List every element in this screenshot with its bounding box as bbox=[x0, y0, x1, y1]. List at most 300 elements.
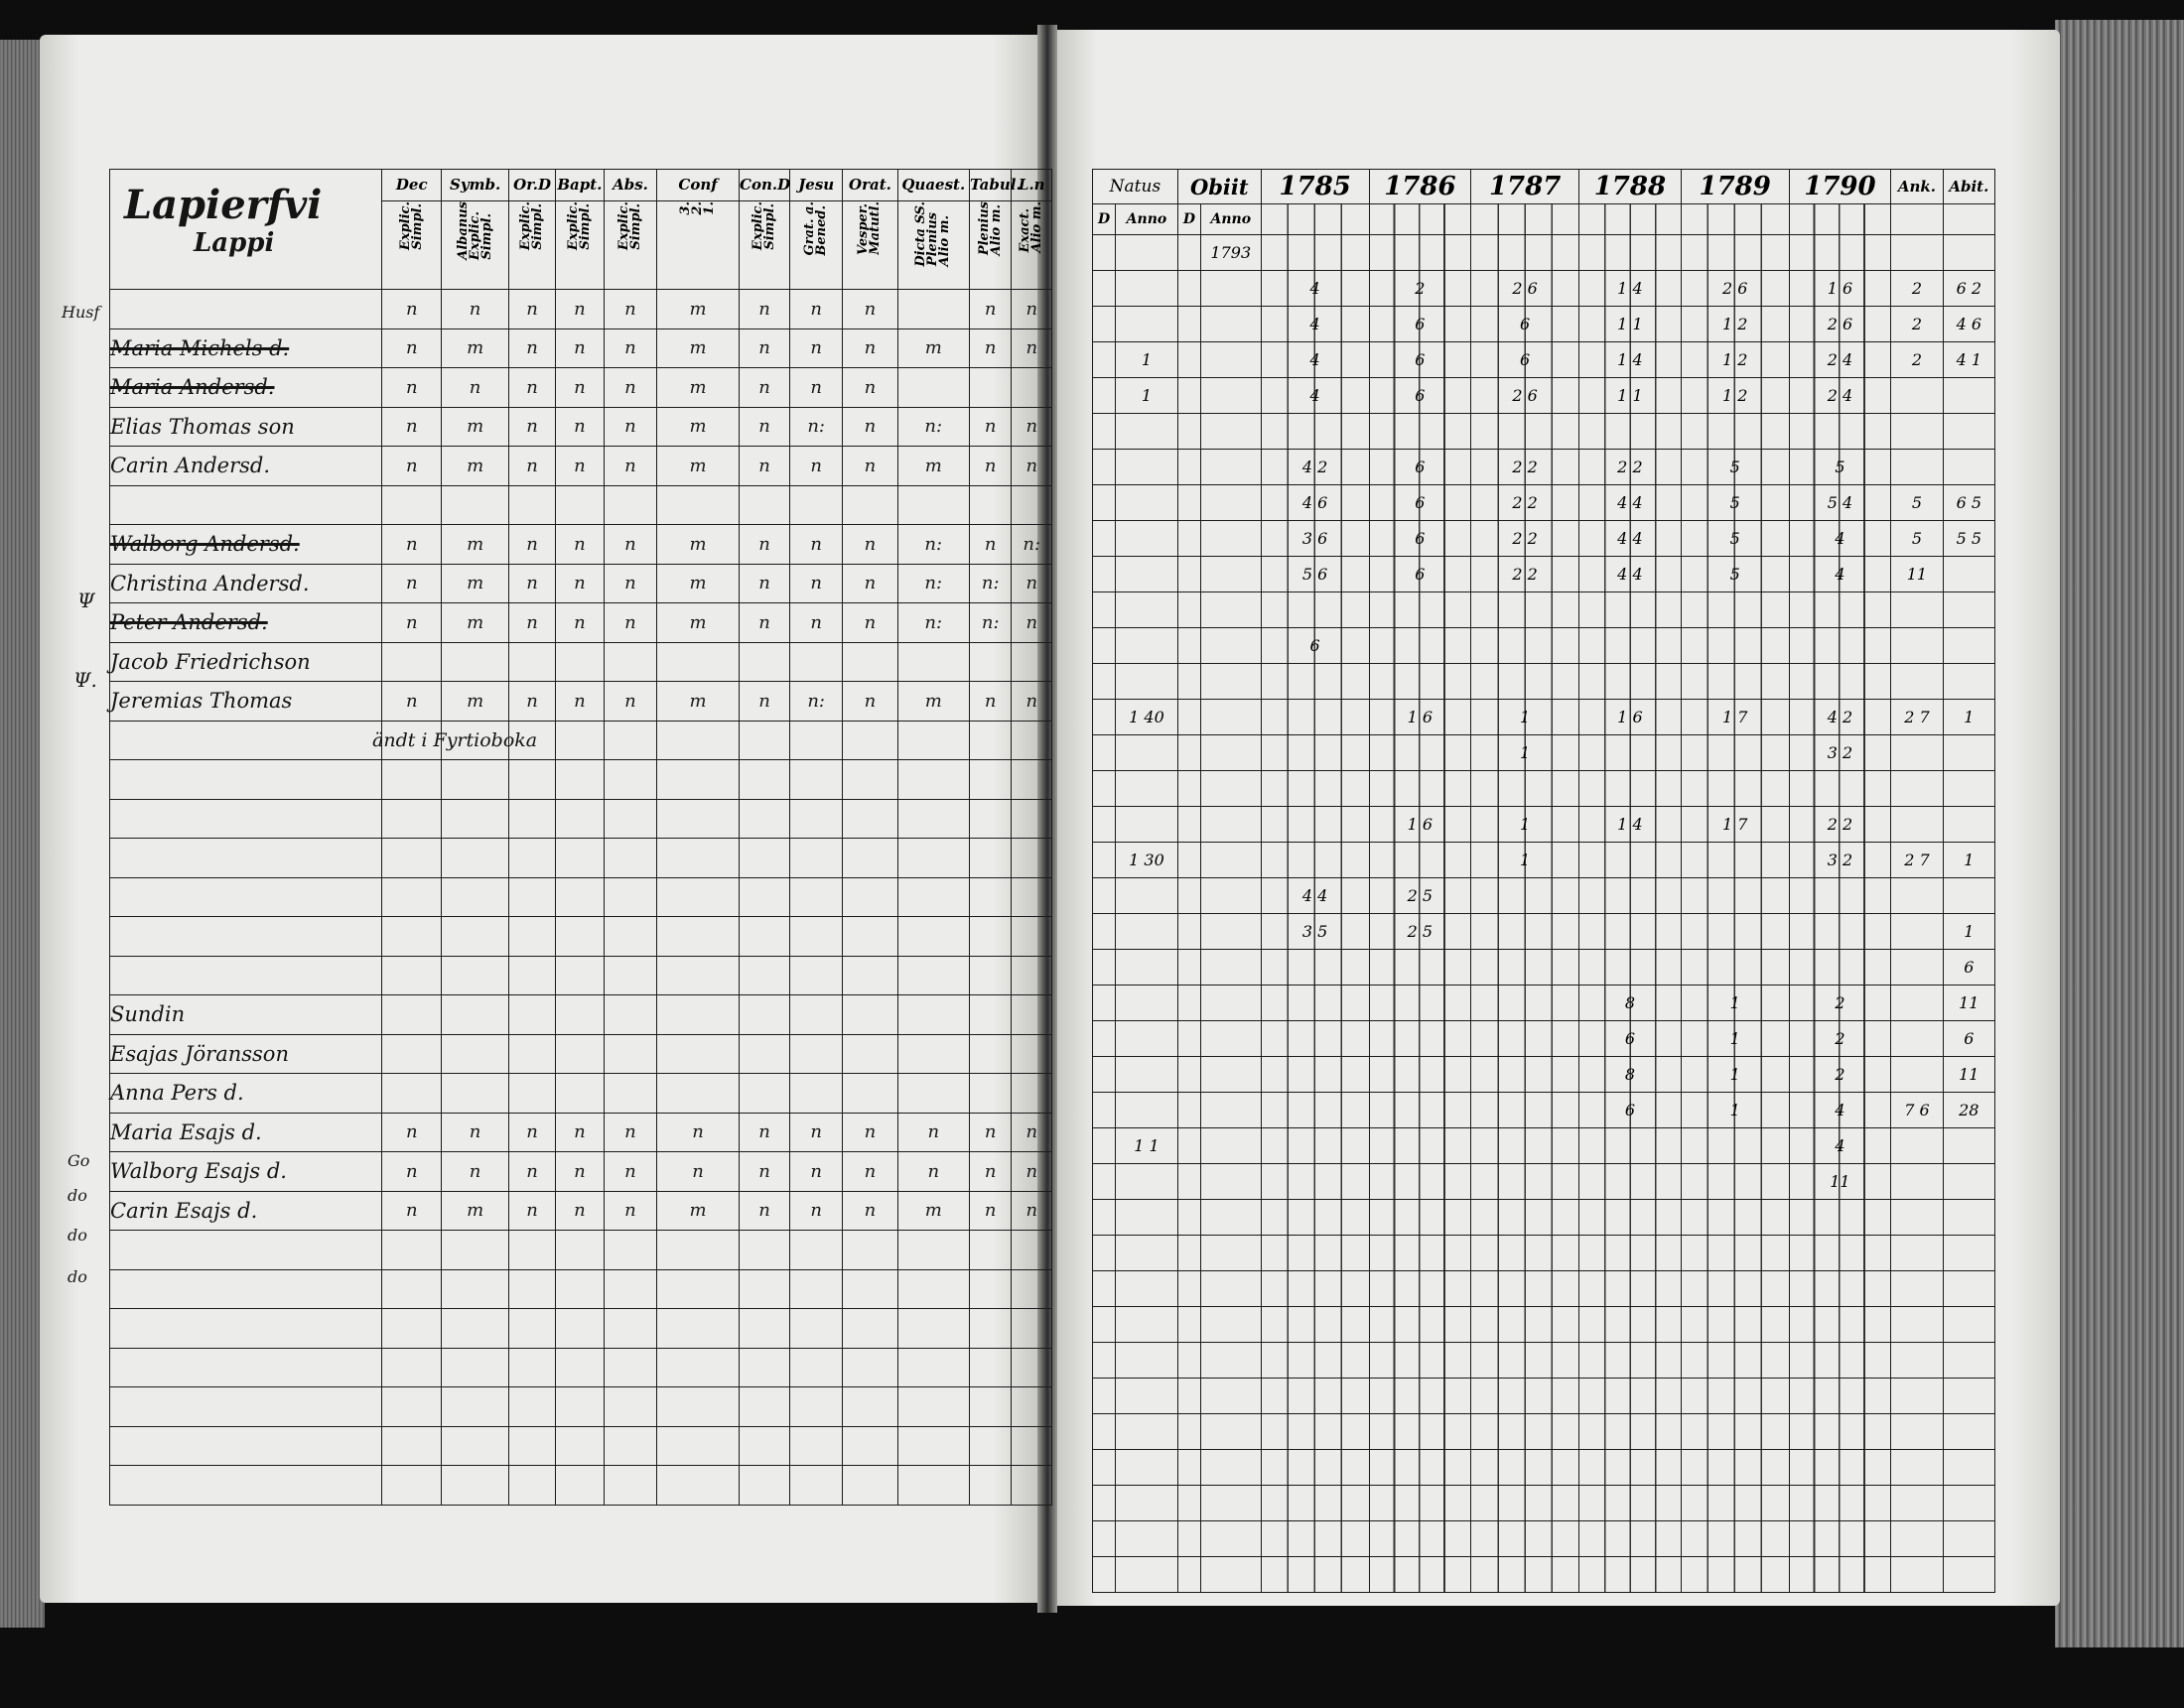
year-mark bbox=[1369, 235, 1471, 271]
year-mark bbox=[1471, 1021, 1579, 1057]
knowledge-mark: n bbox=[442, 290, 509, 329]
register-row bbox=[1093, 342, 1995, 378]
natus-anno bbox=[1116, 1021, 1178, 1057]
column-subheader-label: Bened. bbox=[814, 204, 830, 256]
year-mark: 6 bbox=[1369, 378, 1471, 414]
year-mark bbox=[1369, 1021, 1471, 1057]
column-header: L.n bbox=[1012, 170, 1052, 201]
column-subheader-label: 1. bbox=[702, 200, 718, 215]
natus-day bbox=[1093, 807, 1116, 843]
year-mark bbox=[1681, 1307, 1789, 1343]
knowledge-mark: n: bbox=[1012, 525, 1052, 565]
knowledge-mark bbox=[969, 956, 1012, 995]
ank-mark bbox=[1891, 1486, 1943, 1521]
column-subheader-label: Plenius bbox=[925, 212, 941, 267]
year-mark bbox=[1471, 1450, 1579, 1486]
ank-mark bbox=[1891, 1450, 1943, 1486]
knowledge-mark bbox=[969, 721, 1012, 760]
knowledge-mark bbox=[382, 1348, 442, 1387]
page-title: Lapierfvi bbox=[124, 182, 323, 228]
knowledge-mark bbox=[969, 368, 1012, 408]
knowledge-mark bbox=[790, 1034, 843, 1074]
year-mark: 2 6 bbox=[1789, 307, 1891, 342]
knowledge-mark: m bbox=[897, 447, 969, 486]
year-mark bbox=[1261, 1307, 1369, 1343]
year-mark: 4 bbox=[1261, 378, 1369, 414]
year-mark: 1 bbox=[1681, 1057, 1789, 1093]
knowledge-mark: n bbox=[382, 603, 442, 643]
year-mark bbox=[1471, 1271, 1579, 1307]
year-mark bbox=[1579, 878, 1682, 914]
natus-anno bbox=[1116, 271, 1178, 307]
abit-mark bbox=[1943, 414, 1994, 450]
abit-mark bbox=[1943, 1379, 1994, 1414]
obiit-anno bbox=[1200, 307, 1261, 342]
ank-mark: 2 7 bbox=[1891, 700, 1943, 735]
year-mark bbox=[1579, 592, 1682, 628]
year-mark: 3 2 bbox=[1789, 735, 1891, 771]
knowledge-mark bbox=[740, 995, 790, 1035]
knowledge-mark: n bbox=[555, 368, 604, 408]
knowledge-mark bbox=[790, 1387, 843, 1427]
year-mark: 2 2 bbox=[1471, 450, 1579, 485]
year-mark bbox=[1369, 1236, 1471, 1271]
knowledge-mark: n bbox=[509, 328, 556, 368]
natus-anno: 1 bbox=[1116, 378, 1178, 414]
knowledge-mark bbox=[382, 760, 442, 800]
abit-mark: 1 bbox=[1943, 914, 1994, 950]
year-mark: 4 bbox=[1261, 271, 1369, 307]
knowledge-mark bbox=[509, 839, 556, 878]
person-name bbox=[110, 1269, 382, 1309]
knowledge-mark bbox=[442, 1269, 509, 1309]
obiit-anno bbox=[1200, 1271, 1261, 1307]
year-mark bbox=[1789, 235, 1891, 271]
margin-note-go: Go bbox=[68, 1151, 90, 1170]
knowledge-mark bbox=[740, 721, 790, 760]
knowledge-mark: n bbox=[604, 290, 656, 329]
year-mark: 5 bbox=[1681, 521, 1789, 557]
knowledge-mark: m bbox=[897, 328, 969, 368]
year-mark: 4 4 bbox=[1579, 521, 1682, 557]
natus-anno bbox=[1116, 235, 1178, 271]
natus-day bbox=[1093, 592, 1116, 628]
column-subheader bbox=[382, 200, 442, 289]
year-mark bbox=[1369, 1521, 1471, 1557]
knowledge-mark bbox=[897, 721, 969, 760]
knowledge-mark: n bbox=[442, 1113, 509, 1152]
year-mark: 4 bbox=[1789, 557, 1891, 592]
ank-mark bbox=[1891, 1307, 1943, 1343]
year-mark: 3 5 bbox=[1261, 914, 1369, 950]
year-mark bbox=[1261, 235, 1369, 271]
register-row bbox=[110, 721, 1052, 760]
year-mark: 6 bbox=[1579, 1021, 1682, 1057]
knowledge-mark bbox=[843, 1426, 897, 1466]
year-mark bbox=[1681, 235, 1789, 271]
year-mark bbox=[1369, 1379, 1471, 1414]
knowledge-mark: n bbox=[790, 1191, 843, 1231]
ank-mark bbox=[1891, 1414, 1943, 1450]
natus-anno bbox=[1116, 1343, 1178, 1379]
year-mark bbox=[1261, 414, 1369, 450]
knowledge-mark bbox=[790, 1309, 843, 1349]
obiit-day bbox=[1177, 843, 1200, 878]
natus-day bbox=[1093, 271, 1116, 307]
obiit-day bbox=[1177, 1521, 1200, 1557]
knowledge-mark: n bbox=[843, 328, 897, 368]
person-name bbox=[110, 1231, 382, 1270]
year-mark bbox=[1681, 1521, 1789, 1557]
knowledge-mark: n bbox=[604, 682, 656, 722]
register-row bbox=[110, 917, 1052, 957]
knowledge-mark bbox=[740, 1074, 790, 1114]
natus-day bbox=[1093, 1021, 1116, 1057]
year-mark bbox=[1789, 1557, 1891, 1593]
knowledge-mark: n bbox=[740, 447, 790, 486]
natus-anno bbox=[1116, 878, 1178, 914]
year-mark bbox=[1681, 843, 1789, 878]
obiit-anno bbox=[1200, 735, 1261, 771]
column-subheader-label: 3. bbox=[678, 200, 694, 215]
person-name: Jacob Friedrichson bbox=[110, 642, 382, 682]
year-mark bbox=[1261, 1450, 1369, 1486]
knowledge-mark bbox=[897, 1231, 969, 1270]
knowledge-mark bbox=[897, 1074, 969, 1114]
knowledge-mark bbox=[843, 1387, 897, 1427]
knowledge-mark bbox=[657, 1309, 740, 1349]
year-mark bbox=[1789, 950, 1891, 985]
column-header: Tabul. bbox=[969, 170, 1012, 201]
knowledge-mark bbox=[604, 721, 656, 760]
column-subheader bbox=[969, 200, 1012, 289]
obiit-day bbox=[1177, 1021, 1200, 1057]
knowledge-mark bbox=[1012, 1426, 1052, 1466]
knowledge-mark: n bbox=[843, 368, 897, 408]
abit-mark bbox=[1943, 1236, 1994, 1271]
person-name: Walborg Andersd. bbox=[110, 525, 382, 565]
year-subcols bbox=[1681, 204, 1789, 235]
column-subheader-label: Simpl. bbox=[627, 203, 643, 250]
knowledge-mark bbox=[555, 1269, 604, 1309]
knowledge-mark bbox=[382, 1387, 442, 1427]
year-mark bbox=[1471, 1557, 1579, 1593]
knowledge-mark bbox=[382, 799, 442, 839]
knowledge-mark: n: bbox=[897, 525, 969, 565]
natus-anno bbox=[1116, 950, 1178, 985]
knowledge-mark bbox=[382, 1426, 442, 1466]
person-name: Maria Esajs d. bbox=[110, 1113, 382, 1152]
knowledge-mark bbox=[1012, 1348, 1052, 1387]
knowledge-mark bbox=[442, 1466, 509, 1506]
register-row bbox=[1093, 235, 1995, 271]
knowledge-mark bbox=[442, 1231, 509, 1270]
knowledge-mark bbox=[657, 1387, 740, 1427]
knowledge-mark bbox=[442, 485, 509, 525]
abit-header: Abit. bbox=[1943, 170, 1994, 204]
knowledge-mark bbox=[555, 760, 604, 800]
knowledge-mark bbox=[1012, 839, 1052, 878]
knowledge-mark bbox=[604, 839, 656, 878]
column-subheader-label: Albanus bbox=[455, 200, 471, 260]
ank-mark bbox=[1891, 1343, 1943, 1379]
year-mark: 2 2 bbox=[1471, 485, 1579, 521]
natus-anno bbox=[1116, 592, 1178, 628]
knowledge-mark bbox=[897, 1348, 969, 1387]
year-mark bbox=[1369, 1414, 1471, 1450]
knowledge-mark bbox=[1012, 1466, 1052, 1506]
obiit-anno bbox=[1200, 950, 1261, 985]
year-mark bbox=[1681, 1164, 1789, 1200]
year-mark bbox=[1369, 664, 1471, 700]
column-header: Conf bbox=[657, 170, 740, 201]
register-row bbox=[110, 1269, 1052, 1309]
natus-d-header: D bbox=[1093, 204, 1116, 235]
register-row bbox=[1093, 1521, 1995, 1557]
year-mark bbox=[1369, 592, 1471, 628]
knowledge-mark bbox=[509, 485, 556, 525]
ank-mark bbox=[1891, 414, 1943, 450]
knowledge-mark bbox=[442, 1426, 509, 1466]
knowledge-mark bbox=[1012, 368, 1052, 408]
year-mark: 1 4 bbox=[1579, 807, 1682, 843]
obiit-anno bbox=[1200, 985, 1261, 1021]
year-mark: 8 bbox=[1579, 1057, 1682, 1093]
ank-mark bbox=[1891, 628, 1943, 664]
year-mark bbox=[1579, 1343, 1682, 1379]
year-mark bbox=[1579, 1521, 1682, 1557]
knowledge-mark: m bbox=[442, 603, 509, 643]
knowledge-mark: n bbox=[382, 1152, 442, 1192]
knowledge-mark bbox=[657, 877, 740, 917]
year-mark: 1 6 bbox=[1579, 700, 1682, 735]
obiit-day bbox=[1177, 1200, 1200, 1236]
knowledge-mark bbox=[740, 877, 790, 917]
register-row bbox=[110, 407, 1052, 447]
register-row bbox=[110, 1309, 1052, 1349]
natus-day bbox=[1093, 985, 1116, 1021]
year-mark: 4 bbox=[1789, 521, 1891, 557]
knowledge-mark bbox=[382, 642, 442, 682]
knowledge-mark: m bbox=[657, 447, 740, 486]
knowledge-mark bbox=[604, 1269, 656, 1309]
knowledge-mark bbox=[897, 1466, 969, 1506]
register-row bbox=[1093, 1450, 1995, 1486]
natus-anno: 1 40 bbox=[1116, 700, 1178, 735]
knowledge-mark bbox=[657, 1269, 740, 1309]
natus-anno bbox=[1116, 1450, 1178, 1486]
year-mark bbox=[1261, 985, 1369, 1021]
knowledge-mark bbox=[897, 1269, 969, 1309]
column-subheader bbox=[897, 200, 969, 289]
obiit-day bbox=[1177, 664, 1200, 700]
ank-subcol bbox=[1891, 204, 1943, 235]
obiit-anno bbox=[1200, 807, 1261, 843]
knowledge-mark: n bbox=[1012, 1152, 1052, 1192]
knowledge-mark bbox=[1012, 760, 1052, 800]
abit-mark bbox=[1943, 878, 1994, 914]
register-row bbox=[1093, 1236, 1995, 1271]
register-row bbox=[1093, 664, 1995, 700]
register-row bbox=[1093, 1557, 1995, 1593]
year-mark bbox=[1369, 985, 1471, 1021]
knowledge-mark: n bbox=[509, 368, 556, 408]
obiit-day bbox=[1177, 557, 1200, 592]
register-row bbox=[1093, 378, 1995, 414]
knowledge-mark bbox=[740, 956, 790, 995]
knowledge-mark: n: bbox=[897, 407, 969, 447]
obiit-anno bbox=[1200, 878, 1261, 914]
knowledge-mark bbox=[555, 877, 604, 917]
knowledge-mark: n bbox=[843, 407, 897, 447]
year-mark: 1 1 bbox=[1579, 307, 1682, 342]
ank-mark bbox=[1891, 1128, 1943, 1164]
knowledge-mark bbox=[897, 995, 969, 1035]
ank-mark: 7 6 bbox=[1891, 1093, 1943, 1128]
year-mark bbox=[1261, 592, 1369, 628]
column-subheader bbox=[555, 200, 604, 289]
knowledge-mark: n bbox=[555, 1113, 604, 1152]
year-mark: 1 7 bbox=[1681, 807, 1789, 843]
column-subheader bbox=[604, 200, 656, 289]
register-row bbox=[1093, 878, 1995, 914]
natus-day bbox=[1093, 843, 1116, 878]
register-row bbox=[110, 603, 1052, 643]
knowledge-mark: m bbox=[657, 368, 740, 408]
obiit-anno bbox=[1200, 1486, 1261, 1521]
knowledge-mark bbox=[740, 485, 790, 525]
year-mark: 1 2 bbox=[1681, 307, 1789, 342]
knowledge-mark bbox=[657, 839, 740, 878]
obiit-anno bbox=[1200, 450, 1261, 485]
obiit-day bbox=[1177, 950, 1200, 985]
person-name bbox=[110, 1466, 382, 1506]
knowledge-mark bbox=[442, 1387, 509, 1427]
register-row bbox=[110, 290, 1052, 329]
natus-anno bbox=[1116, 1521, 1178, 1557]
person-name bbox=[110, 760, 382, 800]
knowledge-mark bbox=[790, 1269, 843, 1309]
person-name bbox=[110, 917, 382, 957]
natus-anno bbox=[1116, 628, 1178, 664]
person-name: Peter Andersd. bbox=[110, 603, 382, 643]
column-header: Quaest. bbox=[897, 170, 969, 201]
year-mark: 6 bbox=[1369, 485, 1471, 521]
knowledge-mark bbox=[843, 799, 897, 839]
natus-day bbox=[1093, 1128, 1116, 1164]
knowledge-mark bbox=[657, 917, 740, 957]
year-subcols bbox=[1579, 204, 1682, 235]
obiit-day bbox=[1177, 1379, 1200, 1414]
year-mark: 6 bbox=[1369, 307, 1471, 342]
knowledge-mark bbox=[790, 917, 843, 957]
yearly-register-table bbox=[1092, 169, 1995, 1593]
knowledge-mark bbox=[969, 799, 1012, 839]
ank-mark: 5 bbox=[1891, 521, 1943, 557]
knowledge-mark: n bbox=[740, 603, 790, 643]
column-header: Bapt. bbox=[555, 170, 604, 201]
knowledge-mark bbox=[740, 760, 790, 800]
knowledge-mark: n bbox=[790, 525, 843, 565]
knowledge-mark: n bbox=[843, 1191, 897, 1231]
knowledge-mark: n bbox=[555, 407, 604, 447]
knowledge-mark: n bbox=[843, 564, 897, 603]
year-mark bbox=[1471, 1486, 1579, 1521]
obiit-header: Obiit bbox=[1177, 170, 1261, 204]
abit-mark: 5 5 bbox=[1943, 521, 1994, 557]
knowledge-mark bbox=[604, 1387, 656, 1427]
register-row bbox=[110, 485, 1052, 525]
year-mark bbox=[1579, 1557, 1682, 1593]
year-mark: 4 bbox=[1261, 307, 1369, 342]
knowledge-mark bbox=[1012, 721, 1052, 760]
person-name bbox=[110, 1348, 382, 1387]
knowledge-mark bbox=[790, 1348, 843, 1387]
natus-day bbox=[1093, 1414, 1116, 1450]
knowledge-mark bbox=[382, 485, 442, 525]
natus-day bbox=[1093, 235, 1116, 271]
knowledge-mark: n bbox=[740, 1113, 790, 1152]
knowledge-mark: n bbox=[740, 407, 790, 447]
abit-mark bbox=[1943, 1486, 1994, 1521]
year-mark bbox=[1789, 1307, 1891, 1343]
year-mark: 2 6 bbox=[1471, 378, 1579, 414]
knowledge-mark bbox=[740, 1309, 790, 1349]
obiit-anno bbox=[1200, 592, 1261, 628]
person-name: Maria Michels d. bbox=[110, 328, 382, 368]
year-mark: 1 bbox=[1681, 985, 1789, 1021]
column-subheader-label: Explic. bbox=[751, 200, 766, 250]
knowledge-mark bbox=[509, 1387, 556, 1427]
year-mark: 6 bbox=[1369, 342, 1471, 378]
knowledge-mark: n bbox=[1012, 564, 1052, 603]
knowledge-mark: n bbox=[604, 603, 656, 643]
year-subcols bbox=[1471, 204, 1579, 235]
abit-mark bbox=[1943, 628, 1994, 664]
knowledge-mark: n: bbox=[897, 603, 969, 643]
knowledge-mark bbox=[843, 956, 897, 995]
knowledge-mark: n bbox=[509, 290, 556, 329]
knowledge-mark bbox=[740, 1348, 790, 1387]
knowledge-mark: n bbox=[740, 290, 790, 329]
column-subheader-label: Explic. bbox=[518, 200, 534, 250]
register-row bbox=[1093, 1307, 1995, 1343]
register-row bbox=[1093, 1379, 1995, 1414]
knowledge-mark bbox=[969, 1348, 1012, 1387]
year-mark: 6 bbox=[1369, 521, 1471, 557]
knowledge-mark: n bbox=[969, 682, 1012, 722]
natus-day bbox=[1093, 950, 1116, 985]
year-subcols bbox=[1789, 204, 1891, 235]
year-mark bbox=[1369, 1128, 1471, 1164]
natus-anno bbox=[1116, 771, 1178, 807]
knowledge-mark bbox=[382, 956, 442, 995]
knowledge-mark bbox=[1012, 1074, 1052, 1114]
obiit-day bbox=[1177, 1557, 1200, 1593]
obiit-day bbox=[1177, 985, 1200, 1021]
knowledge-mark bbox=[897, 1309, 969, 1349]
year-mark bbox=[1681, 1379, 1789, 1414]
natus-day bbox=[1093, 1486, 1116, 1521]
knowledge-mark bbox=[897, 368, 969, 408]
year-mark bbox=[1471, 1057, 1579, 1093]
knowledge-mark bbox=[509, 1426, 556, 1466]
knowledge-mark bbox=[657, 1466, 740, 1506]
knowledge-mark: n bbox=[509, 682, 556, 722]
obiit-day bbox=[1177, 342, 1200, 378]
person-name: Esajas Jöransson bbox=[110, 1034, 382, 1074]
knowledge-mark bbox=[740, 1387, 790, 1427]
